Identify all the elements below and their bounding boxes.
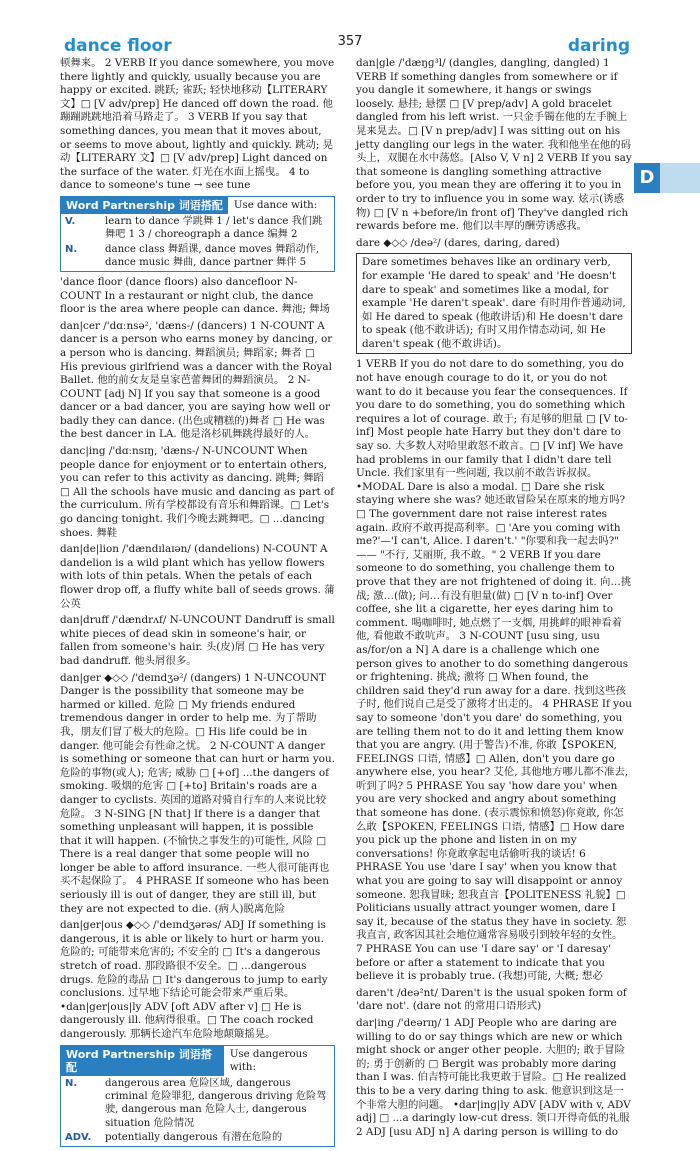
word-partnership-use-note: Use dangerous with:: [229, 1048, 308, 1073]
entry-dance-continued: 顿舞来。 2 VERB If you dance somewhere, you move there lightly and quickly, usually because you are happy or excited. 跳跃; 雀跃; 轻快地移动【LITERARY 文】□ [V adv/prep] He danced off down the road. 他蹦蹦跳跳地沿着马路走了。 3 VERB If you say that something dances, you mean that it moves about, or seems to move about, lightly and quickly. 跳动; 晃动【LITERARY 文】□ [V adv/prep] Light danced on the surface of the water. 灯光在水面上摇曳。 4 to dance to someone's tune → see tune: [60, 57, 335, 192]
entry-dandelion: dan|de|lion /'dændɪlaɪən/ (dandelions) N-COUNT A dandelion is a wild plant which has yellow flowers with lots of thin petals. When the petals of each flower drop off, a fluffy white ball of seeds grows. 蒲公英: [60, 543, 335, 610]
partnership-text: learn to dance 学跳舞 1 / let's dance 我们跳舞吧 1 3 / choreograph a dance 编舞 2: [105, 216, 323, 241]
entry-dare: 1 VERB If you do not dare to do something, you do not have enough courage to do it, or you do not want to do it because you fear the consequences. If you dare to do something, you do something which requires a lot of courage. 敢于; 有足够的胆量 □ [V to-inf] Most people hate Harry but they don't dare to say so. 大多数人对哈里敢怒不敢言。□ [V inf] We have had problems in our family that I didn't dare tell Uncle. 我们家里有一些问题, 我以前不敢告诉叔叔。•MODAL Dare is also a modal. □ Dare she risk staying where she was? 她还敢冒险呆在原来的地方吗? □ The government dare not raise interest rates again. 政府不敢再提高利率。□ 'Are you coming with me?'—'I can't, Alice. I daren't.' "你要和我一起去吗?" —— "不行, 艾丽斯, 我不敢。" 2 VERB If you dare someone to do something, you challenge them to prove that they are not frightened of doing it. 向…挑战; 激…(做); 问…有没有胆量(做) □ [V n to-inf] Over coffee, she lit a cigarette, her eyes daring him to comment. 喝咖啡时, 她点燃了一支烟, 用挑衅的眼神看着他, 看他敢不敢吭声。 3 N-COUNT [usu sing, usu as/for/on a N] A dare is a challenge which one person gives to another to do something dangerous or frightening. 挑战; 激将 □ When found, the children said they'd run away for a dare. 找到这些孩子时, 他们说自己是受了激将才出走的。 4 PHRASE If you say to someone 'don't you dare' do something, you are telling them not to do it and letting them know that you are angry. (用于警告)不准, 你敢【SPOKEN, FEELINGS 口语, 情感】□ Allen, don't you dare go anywhere else, you hear? 艾伦, 其他地方哪儿都不准去, 听到了吗? 5 PHRASE You say 'how dare you' when you are very shocked and angry about something that someone has done. (表示震惊和愤怒)你竟敢, 你怎么敢【SPOKEN, FEELINGS 口语, 情感】□ How dare you pick up the phone and listen in on my conversations! 你竟敢拿起电话偷听我的谈话! 6 PHRASE You use 'dare I say' when you know that what you are going to say will disappoint or annoy someone. 恕我冒昧; 恕我直言【POLITENESS 礼貌】□ Politicians usually attract younger women, dare I say it, because of the status they have in society. 恕我直言, 政客因其社会地位通常容易吸引到较年轻的女性。 7 PHRASE You can use 'I dare say' or 'I daresay' before or after a statement to indicate that you believe it is probably true. (我想)可能, 大概; 想必: [356, 358, 632, 983]
entry-daring: dar|ing /'deərɪŋ/ 1 ADJ People who are daring are willing to do or say things which are new or which might shock or anger other people. 大胆的; 敢于冒险的; 勇于创新的 □ Bergit was probably more daring than I was. 伯吉特可能比我更敢于冒险。□ He realized this to be a very daring thing to ask. 他意识到这是一个非常大胆的问题。 •dar|ing|ly ADV [ADV with v, ADV adj] □ ...a daringly low-cut dress. 领口开得奇低的礼服 2 ADJ [usu ADJ n] A daring person is willing to do: [356, 1016, 631, 1138]
page-header: [0, 0, 700, 54]
word-partnership-use-note: Use dance with:: [233, 199, 318, 211]
entry-dance-floor: 'dance floor (dance floors) also dancefloor N-COUNT In a restaurant or night club, the dance floor is the area where people can dance. 舞池; 舞场: [60, 275, 330, 316]
partnership-label: N.: [65, 243, 78, 255]
partnership-label: V.: [65, 216, 76, 228]
entry-dandruff: dan|druff /'dændrʌf/ N-UNCOUNT Dandruff is small white pieces of dead skin in someone's hair, or fallen from someone's hair. 头(皮)屑 □ He has very bad dandruff. 他头屑很多。: [60, 614, 335, 667]
partnership-label: ADV.: [65, 1131, 92, 1143]
left-guide-word: dance floor: [64, 36, 172, 56]
entry-dangle: dan|gle /'dæŋɡ³l/ (dangles, dangling, dangled) 1 VERB If something dangles from somewhere or if you dangle it somewhere, it hangs or swings loosely. 悬挂; 悬摆 □ [V prep/adv] A gold bracelet dangled from his left wrist. 一只金手镯在他的左手腕上晃来晃去。□ [V n prep/adv] I was sitting out on his jetty dangling our legs in the water. 我和他坐在他的码头上，双腿在水中荡悠。[Also V, V n] 2 VERB If you say that someone is dangling something attractive before you, you mean they are offering it to you in order to try to influence you in some way. 炫示(诱惑物) □ [V n +before/in front of] They've dangled rich rewards before me. 他们以丰厚的酬劳诱惑我。: [356, 57, 632, 233]
right-column: [356, 57, 632, 1142]
partnership-text: dangerous area 危险区域, dangerous criminal 危险罪犯, dangerous driving 危险驾驶, dangerous man 危险人士, dangerous situation 危险情况: [105, 1078, 327, 1129]
dare-usage-note: Dare sometimes behaves like an ordinary verb, for example 'He dared to speak' and 'He doesn't dare to speak' and sometimes like a modal, for example 'He daren't speak'. dare 有时用作普通动词, 如 He dared to speak (他敢讲话)和 He doesn't dare to speak (他不敢讲话); 有时又用作情态动词, 如 He daren't speak (他不敢讲话)。: [356, 253, 632, 354]
entry-danger: dan|ger ◆◇◇ /'deɪndʒə²/ (dangers) 1 N-UNCOUNT Danger is the possibility that someone may be harmed or killed. 危险 □ My friends endured tremendous danger in order to help me. 为了帮助我，朋友们冒了极大的危险。□ His life could be in danger. 他可能会有性命之忧。 2 N-COUNT A danger is something or someone that can hurt or harm you. 危险的事物(或人); 危害; 威胁 □ [+of] ...the dangers of smoking. 吸烟的危害 □ [+to] Britain's roads are a danger to cyclists. 英国的道路对骑自行车的人来说比较危险。 3 N-SING [N that] If there is a danger that something unpleasant will happen, it is possible that it will happen. (不愉快之事发生的)可能性, 风险 □ There is a real danger that some people will no longer be able to afford insurance. 一些人很可能再也买不起保险了。 4 PHRASE If someone who has been seriously ill is out of danger, they are still ill, but they are not expected to die. (病人)脱离危险: [60, 671, 335, 915]
word-partnership-box-dangerous: [60, 1045, 335, 1147]
right-guide-word: daring: [567, 36, 630, 56]
word-partnership-title: Word Partnership 词语搭配: [61, 1046, 224, 1076]
entry-dancing: danc|ing /'dɑːnsɪŋ, 'dæns-/ N-UNCOUNT When people dance for enjoyment or to entertain others, you can refer to this activity as dancing. 跳舞; 舞蹈 □ All the schools have music and dancing as part of the curriculum. 所有学校都设有音乐和舞蹈课。□ Let's go dancing tonight. 我们今晚去跳舞吧。□ ...dancing shoes. 舞鞋: [60, 445, 335, 539]
partnership-text: potentially dangerous 有潜在危险的: [105, 1131, 283, 1143]
entry-dare-headword: dare ◆◇◇ /deə²/ (dares, daring, dared): [356, 236, 560, 249]
partnership-label: N.: [65, 1078, 78, 1090]
entry-dangerous: dan|ger|ous ◆◇◇ /'deɪndʒərəs/ ADJ If something is dangerous, it is able or likely to hurt or harm you. 危险的; 可能带来危害的; 不安全的 □ It's a dangerous stretch of road. 那段路很不安全。□ ...dangerous drugs. 危险的毒品 □ It's dangerous to jump to early conclusions. 过早地下结论可能会带来严重后果。 •dan|ger|ous|ly ADV [oft ADV after v] □ He is dangerously ill. 他病得很重。□ The coach rocked dangerously. 那辆长途汽车危险地颠簸摇晃。: [60, 919, 328, 1041]
partnership-text: dance class 舞蹈课, dance moves 舞蹈动作, dance music 舞曲, dance partner 舞伴 5: [105, 243, 320, 268]
page-number: 357: [337, 34, 363, 49]
entry-dancer: dan|cer /'dɑːnsə², 'dæns-/ (dancers) 1 N-COUNT A dancer is a person who earns money by dancing, or a person who is dancing. 舞蹈演员; 舞蹈家; 舞者 □ His previous girlfriend was a dancer with the Royal Ballet. 他的前女友是皇家芭蕾舞团的舞蹈演员。 2 N-COUNT [adj N] If you say that someone is a good dancer or a bad dancer, you are saying how well or badly they can dance. (出色或糟糕的)舞者 □ He was the best dancer in LA. 他是洛杉矶舞跳得最好的人。: [60, 319, 333, 441]
left-column: [60, 57, 335, 1151]
thumb-index-tab-tail: [660, 163, 700, 193]
entry-darent: daren't /deə²nt/ Daren't is the usual spoken form of 'dare not'. (dare not 的常用口语形式): [356, 986, 627, 1013]
word-partnership-box-dance: [60, 196, 335, 272]
word-partnership-title: Word Partnership 词语搭配: [61, 197, 228, 214]
thumb-index-tab: D: [634, 163, 660, 193]
